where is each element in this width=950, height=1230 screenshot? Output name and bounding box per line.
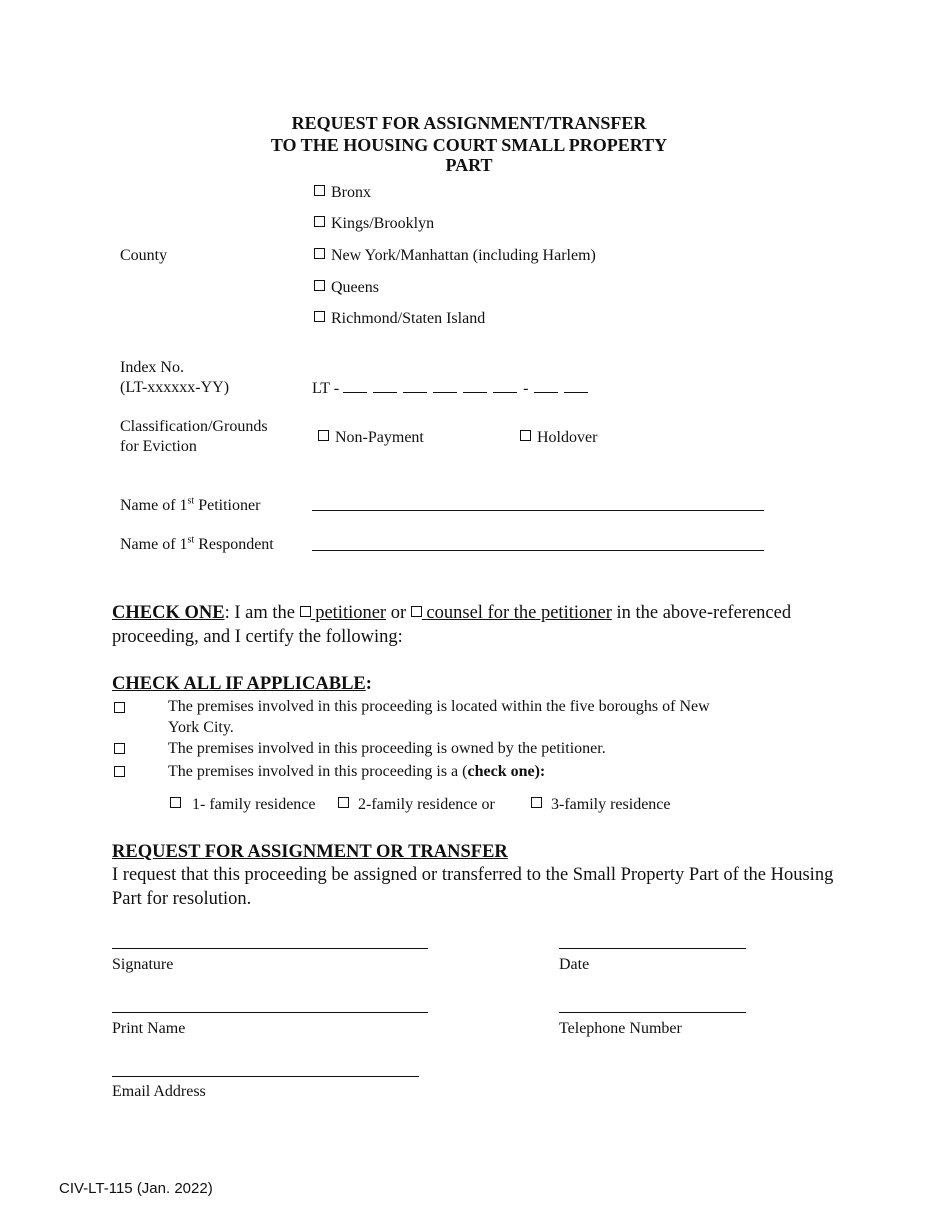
three-family-option[interactable]: 3-family residence [531,795,671,815]
index-year-blank[interactable] [564,380,588,393]
checkbox[interactable] [314,248,325,259]
owned-by-petitioner-statement: The premises involved in this proceeding is owned by the petitioner. [168,740,606,757]
checkbox[interactable] [314,280,325,291]
index-label-line-2: (LT-xxxxxx-YY) [120,379,230,396]
non-payment-option[interactable]: Non-Payment [318,428,424,448]
residence-type-statement: The premises involved in this proceeding is a (check one): [168,763,546,780]
index-digit-blank[interactable] [403,380,427,393]
index-digit-blank[interactable] [433,380,457,393]
checkbox[interactable] [314,185,325,196]
county-option-kings[interactable]: Kings/Brooklyn [314,214,434,234]
classification-label-line-2: for Eviction [120,438,197,455]
respondent-name-label: Name of 1st Respondent [120,534,274,553]
telephone-field[interactable] [559,1012,746,1013]
date-field[interactable] [559,948,746,949]
email-label: Email Address [112,1083,206,1100]
check-one-heading: CHECK ONE [112,603,225,623]
respondent-name-field[interactable] [312,550,764,551]
owned-by-petitioner-checkbox[interactable] [114,743,125,754]
index-digit-blank[interactable] [373,380,397,393]
five-boroughs-checkbox[interactable] [114,702,125,713]
residence-type-checkbox[interactable] [114,766,125,777]
county-option-new-york[interactable]: New York/Manhattan (including Harlem) [314,246,596,266]
form-title-line-3: PART [445,155,493,175]
five-boroughs-statement: The premises involved in this proceeding is located within the five boroughs of New [168,698,710,715]
index-digit-blank[interactable] [343,380,367,393]
checkbox[interactable] [300,606,311,617]
request-statement-line-2: Part for resolution. [112,889,252,909]
telephone-label: Telephone Number [559,1020,682,1037]
form-title-line-1: REQUEST FOR ASSIGNMENT/TRANSFER [291,113,647,133]
counsel-option[interactable]: counsel for the petitioner [411,603,612,623]
signature-field[interactable] [112,948,428,949]
two-family-option[interactable]: 2-family residence or [338,795,495,815]
date-label: Date [559,956,590,973]
checkbox[interactable] [314,311,325,322]
check-one-statement-line-2: proceeding, and I certify the following: [112,627,403,647]
five-boroughs-statement-line-2: York City. [168,719,234,736]
index-digit-blank[interactable] [463,380,487,393]
checkbox[interactable] [338,797,349,808]
checkbox[interactable] [411,606,422,617]
request-heading: REQUEST FOR ASSIGNMENT OR TRANSFER [112,842,508,862]
checkbox[interactable] [318,430,329,441]
one-family-option[interactable]: 1- family residence [170,795,316,815]
request-statement: I request that this proceeding be assigned or transferred to the Small Property Part of the Housing [112,865,834,885]
county-option-richmond[interactable]: Richmond/Staten Island [314,309,485,329]
holdover-option[interactable]: Holdover [520,428,597,448]
print-name-field[interactable] [112,1012,428,1013]
index-digit-blank[interactable] [493,380,517,393]
index-label-line-1: Index No. [120,359,184,376]
checkbox[interactable] [314,216,325,227]
county-label: County [120,247,168,264]
petitioner-option[interactable]: petitioner [300,603,387,623]
checkbox[interactable] [170,797,181,808]
print-name-label: Print Name [112,1020,186,1037]
index-year-blank[interactable] [534,380,558,393]
index-number-field[interactable]: LT - - [312,379,594,399]
check-one-statement: CHECK ONE: I am the petitioner or counsel for the petitioner in the above-referenced [112,603,792,623]
petitioner-name-label: Name of 1st Petitioner [120,495,261,514]
signature-label: Signature [112,956,174,973]
email-field[interactable] [112,1076,419,1077]
check-all-heading: CHECK ALL IF APPLICABLE: [112,674,372,694]
county-option-bronx[interactable]: Bronx [314,183,371,203]
checkbox[interactable] [531,797,542,808]
checkbox[interactable] [520,430,531,441]
form-code: CIV-LT-115 (Jan. 2022) [59,1180,213,1197]
petitioner-name-field[interactable] [312,510,764,511]
form-title-line-2: TO THE HOUSING COURT SMALL PROPERTY [270,135,668,155]
classification-label-line-1: Classification/Grounds [120,418,268,435]
county-option-queens[interactable]: Queens [314,278,379,298]
